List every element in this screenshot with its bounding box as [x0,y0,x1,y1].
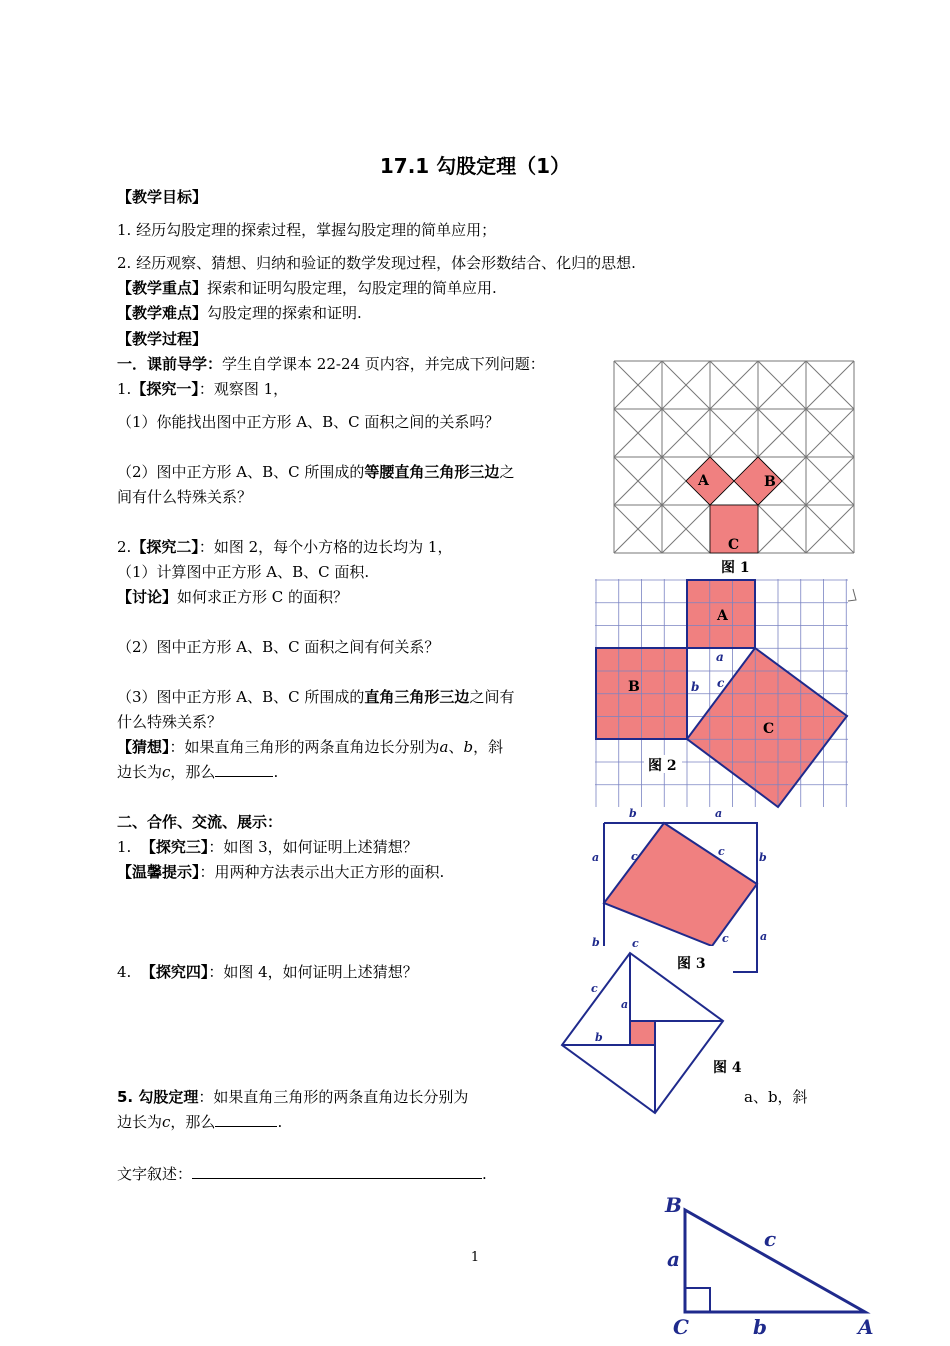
figure-3-caption: 图 3 [677,956,706,972]
explore1-line [117,379,288,399]
q2-3-pre: （3）图中正方形 A、B、C 所围成的 [117,688,365,706]
figure-4-label-c: c [591,982,598,995]
figure-1-label-b: B [764,474,776,490]
theorem-right: a、b，斜 [744,1088,808,1106]
figure-4-inner-square [630,1021,655,1045]
explore1-text: ：观察图 1， [198,380,289,398]
figure-5-side-b: b [753,1315,767,1339]
question-1-2-line2: 间有什么特殊关系？ [117,488,253,506]
guess-label: 【猜想】 [117,738,170,756]
page-number: 1 [470,1250,480,1265]
theorem-line [117,1087,468,1107]
theorem-c: c [162,1113,171,1131]
figure-5-vertex-c: C [673,1315,689,1339]
explore4-line [117,962,418,982]
guess-b: b [463,738,474,756]
figure-1-corner-mark [848,589,856,601]
part1-line [117,354,545,374]
part2-heading: 二、合作、交流、展示： [117,813,283,831]
figure-2-label-side-b: b [691,680,700,694]
figure-3-label-c-bottom-right: c [722,932,729,945]
text-description-line [117,1164,487,1184]
difficulty-label: 【教学难点】 [117,304,208,322]
theorem-label: 5. 勾股定理 [117,1088,199,1106]
guess-c: c [162,763,171,781]
question-1-2 [117,462,514,482]
figure-1-caption: 图 1 [721,560,750,576]
figure-2-label-c: C [763,721,775,737]
question-1-1: （1）你能找出图中正方形 A、B、C 面积之间的关系吗？ [117,413,500,431]
figure-5-side-c: c [764,1227,777,1251]
figure-3-inner-square [604,823,757,946]
explore3-line [117,837,418,857]
theorem-answer-blank[interactable] [215,1112,277,1127]
explore3-num: 1. [117,838,132,856]
hint-text: ：用两种方法表示出大正方形的面积. [199,863,445,881]
difficulty-text: 勾股定理的探索和证明. [207,304,362,322]
key-points [117,278,497,298]
figure-2-label-b: B [628,679,640,695]
page-title: 17.1 勾股定理（1） [379,154,571,178]
key-label: 【教学重点】 [117,279,208,297]
question-2-1: （1）计算图中正方形 A、B、C 面积. [117,563,370,581]
part1-label: 一．课前导学： [117,355,223,373]
figure-3-label-c-right: c [718,845,725,858]
guess-line [117,737,503,757]
guess-line2-post: ，那么 [170,763,216,781]
q2-3-bold: 直角三角形三边 [364,688,470,706]
q1-2-post: 之 [499,463,515,481]
explore2-text: ：如图 2，每个小方格的边长均为 1， [198,538,453,556]
explore3-text: ：如图 3，如何证明上述猜想？ [208,838,418,856]
guess-end: . [273,763,279,781]
guess-post: ，斜 [473,738,504,756]
figure-2-label-side-a: a [716,650,724,664]
key-text: 探索和证明勾股定理，勾股定理的简单应用. [207,279,497,297]
q1-2-pre: （2）图中正方形 A、B、C 所围成的 [117,463,365,481]
discuss-line [117,587,348,607]
explore2-label: 【探究二】 [131,538,199,556]
process-heading: 【教学过程】 [117,330,208,348]
figure-5-vertex-b: B [665,1193,682,1217]
theorem-line2-pre: 边长为 [117,1113,163,1131]
hint-label: 【温馨提示】 [117,863,200,881]
q2-3-post: 之间有 [469,688,515,706]
figure-3-label-b-left: b [592,936,600,949]
figure-3-label-b-top: b [629,807,637,820]
explore1-num: 1. [117,380,132,398]
goal-2: 2. 经历观察、猜想、归纳和验证的数学发现过程，体会形数结合、化归的思想. [117,254,636,272]
figure-5-right-triangle [656,1186,882,1346]
text-desc-blank[interactable] [192,1164,482,1179]
figure-3-label-a-top: a [715,807,723,820]
text-desc-end: . [482,1165,487,1183]
figure-4-caption: 图 4 [713,1060,742,1076]
explore4-num: 4. [117,963,132,981]
guess-line2-pre: 边长为 [117,763,163,781]
guess-a: a [439,738,449,756]
figure-4-label-b: b [595,1031,603,1044]
q1-2-bold: 等腰直角三角形三边 [364,463,500,481]
figure-3-label-c-left: c [631,850,638,863]
figure-5-triangle [685,1210,865,1312]
figure-3-label-a-right: a [760,930,768,943]
part1-text: 学生自学课本 22-24 页内容，并完成下列问题： [222,355,545,373]
goals-heading: 【教学目标】 [117,188,208,206]
figure-4-label-a: a [621,998,629,1011]
question-2-2: （2）图中正方形 A、B、C 面积之间有何关系？ [117,638,440,656]
guess-line-2 [117,762,278,782]
hint-line [117,862,444,882]
figure-5-vertex-a: A [858,1315,874,1339]
figure-1-label-a: A [698,473,709,489]
difficulty [117,303,362,323]
guess-sep: 、 [448,738,464,756]
theorem-pre: ：如果直角三角形的两条直角边长分别为 [198,1088,469,1106]
theorem-line2-post: ，那么 [170,1113,216,1131]
figure-2-caption: 图 2 [648,758,677,774]
theorem-end: . [277,1113,283,1131]
explore1-label: 【探究一】 [131,380,199,398]
text-desc-label: 文字叙述： [117,1165,193,1183]
discuss-text: 如何求正方形 C 的面积？ [177,588,349,606]
figure-5-side-a: a [667,1247,680,1271]
figure-2-label-a: A [717,608,728,624]
theorem-line-2 [117,1112,282,1132]
figure-3-label-c-bottom-left: c [632,937,639,950]
figure-3-label-b-right: b [759,851,767,864]
explore4-label: 【探究四】 [140,963,209,981]
question-2-3-line2: 什么特殊关系？ [117,713,223,731]
figure-1-label-c: C [728,537,740,553]
guess-answer-blank[interactable] [215,762,273,777]
figure-1-square-a [686,457,734,505]
figure-2-label-side-c: c [717,676,725,690]
goal-1: 1. 经历勾股定理的探索过程，掌握勾股定理的简单应用； [117,221,497,239]
figure-1 [612,357,858,602]
figure-4 [558,947,758,1119]
explore3-label: 【探究三】 [140,838,209,856]
question-2-3 [117,687,514,707]
discuss-label: 【讨论】 [117,588,178,606]
explore4-text: ：如图 4，如何证明上述猜想？ [208,963,418,981]
figure-5-right-angle-mark [685,1288,710,1312]
explore2-line [117,537,452,557]
guess-pre: ：如果直角三角形的两条直角边长分别为 [169,738,440,756]
figure-2 [595,579,848,807]
figure-3-label-a-left: a [592,851,600,864]
explore2-num: 2. [117,538,132,556]
